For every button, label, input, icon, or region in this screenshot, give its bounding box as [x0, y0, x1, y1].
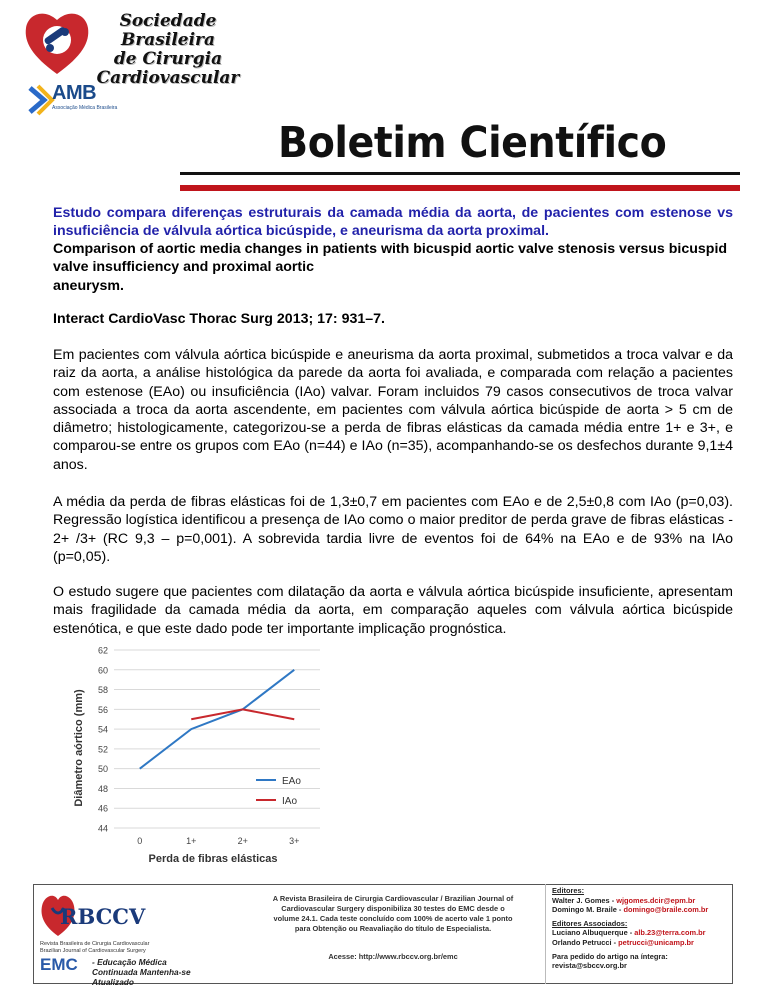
- emc-label: EMC: [40, 955, 78, 974]
- chart-y-tick-label: 54: [97, 724, 108, 735]
- editor-email-link[interactable]: petrucci@unicamp.br: [618, 937, 694, 947]
- legend-label: IAo: [282, 796, 298, 807]
- article-title-pt: Estudo compara diferenças estruturais da camada média da aorta, de pacientes com estenose vs insuficiência de válvula aórtica bicúspide, e aneurisma da aorta proximal.: [53, 205, 733, 240]
- chart-x-tick-label: 0: [137, 836, 143, 846]
- rbccv-label: RBCCV: [60, 904, 146, 929]
- chart-y-tick-label: 62: [97, 645, 108, 656]
- chart-x-tick-label: 3+: [289, 836, 300, 846]
- amb-subtitle: Associação Médica Brasileira: [52, 105, 118, 111]
- editor-line: Orlando Petrucci - petrucci@unicamp.br: [552, 937, 694, 947]
- footer-separator: [545, 884, 546, 984]
- footer-editors: [552, 886, 730, 971]
- request-email-link[interactable]: revista@sbccv.org.br: [552, 961, 627, 971]
- request-text: Para pedido do artigo na íntegra:: [552, 951, 668, 961]
- chart-series-line-iao: [191, 709, 294, 719]
- chart-y-tick-label: 60: [97, 665, 108, 676]
- chart-y-tick-label: 52: [97, 744, 108, 755]
- chart-y-axis-label: Diâmetro aórtico (mm): [73, 689, 85, 807]
- chart-y-tick-label: 56: [97, 704, 108, 715]
- chart-y-tick-label: 46: [97, 803, 108, 814]
- rbccv-subtitle: Revista Brasileira de Cirurgia Cardiovascular Brazilian Journal of Cardiovascular Surgery: [40, 941, 150, 954]
- chart-y-tick-label: 48: [97, 783, 108, 794]
- emc-subtitle: - Educação Médica Continuada Mantenha-se Atualizado: [92, 957, 191, 987]
- paragraph-methods: Em pacientes com válvula aórtica bicúspide e aneurisma da aorta proximal, submetidos a troca valvar e da raiz da aorta, a análise histológica da parede da aorta foi avaliada, e comparada com relação a pacientes com estenose (EAo) ou insuficiência (IAo) valvar. Foram incluidos 79 casos consecutivos de troca valvar associada a troca da aorta ascendente, em pacientes com válvula aórtica bicúspide de aorta > 5 cm de diâmetro; histologicamente, categorizou-se a perda de fibras elásticas da camada média entre 1+ e 3+, e comparou-se entre os grupos com EAo (n=44) e IAo (n=35), acompanhando-se os desfechos durante 9,1±4 anos.: [53, 347, 733, 473]
- editor-email-link[interactable]: wjgomes.dcir@epm.br: [616, 895, 696, 905]
- amb-label: AMB: [52, 82, 97, 104]
- chart-y-tick-label: 58: [97, 685, 108, 696]
- footer-access: Acesse: http://www.rbccv.org.br/emc: [328, 952, 458, 961]
- chart-x-tick-label: 1+: [186, 836, 197, 846]
- article-citation: Interact CardioVasc Thorac Surg 2013; 17: 931–7.: [53, 311, 385, 327]
- editor-email-link[interactable]: domingo@braile.com.br: [623, 905, 709, 915]
- chart-series-line-eao: [140, 670, 295, 769]
- article-title-en: Comparison of aortic media changes in patients with bicuspid aortic valve stenosis versus bicuspid valve insufficiency and proximal aortic aneurysm.: [53, 241, 728, 294]
- chart-x-axis-label: Perda de fibras elásticas: [148, 853, 278, 865]
- editors-heading: Editores:: [552, 886, 585, 895]
- paragraph-results: A média da perda de fibras elásticas foi de 1,3±0,7 em pacientes com EAo e de 2,5±0,8 com IAo (p=0,03). Regressão logística identificou a presença de IAo como o maior preditor de perda grave de fibras elásticas - 2+ /3+ (RC 9,3 – p=0,001). A sobrevida tardia livre de eventos foi de 64% na EAo e de 93% na IAo (p=0,05).: [53, 494, 733, 565]
- boletim-title: Boletim Científico: [278, 118, 667, 168]
- paragraph-conclusion: O estudo sugere que pacientes com dilatação da aorta e válvula aórtica bicúspide insuficiente, apresentam mais fragilidade da camada média da aorta, em comparação aqueles com válvula aórtica bicúspide estenótica, e que este dado pode ter importante implicação prognóstica.: [53, 584, 733, 637]
- sbcc-name: Sociedade Brasileira de Cirurgia Cardiovascular: [96, 11, 240, 88]
- header-divider: [180, 172, 740, 175]
- chart-y-tick-label: 50: [97, 764, 108, 775]
- editor-line: Domingo M. Braile - domingo@braile.com.br: [552, 905, 709, 915]
- chart-y-tick-label: 44: [97, 823, 108, 834]
- footer-emc-info: A Revista Brasileira de Cirurgia Cardiovascular / Brazilian Journal of Cardiovascular Surgery disponibiliza 30 testes do EMC desde o volume 24.1. Cada teste concluído com 100% de acerto vale 1 ponto para Obtenção ou Reavaliação do título de Especialista.: [272, 894, 514, 933]
- header-divider-red: [180, 185, 740, 191]
- editor-email-link[interactable]: alb.23@terra.com.br: [634, 928, 706, 938]
- legend-label: EAo: [282, 776, 301, 787]
- chart-x-tick-label: 2+: [237, 836, 248, 846]
- emc-url-link[interactable]: http://www.rbccv.org.br/emc: [358, 952, 458, 961]
- line-chart: [66, 640, 336, 876]
- editor-line: Luciano Albuquerque - alb.23@terra.com.br: [552, 928, 706, 938]
- editor-line: Walter J. Gomes - wjgomes.dcir@epm.br: [552, 895, 696, 905]
- assoc-editors-heading: Editores Associados:: [552, 918, 628, 928]
